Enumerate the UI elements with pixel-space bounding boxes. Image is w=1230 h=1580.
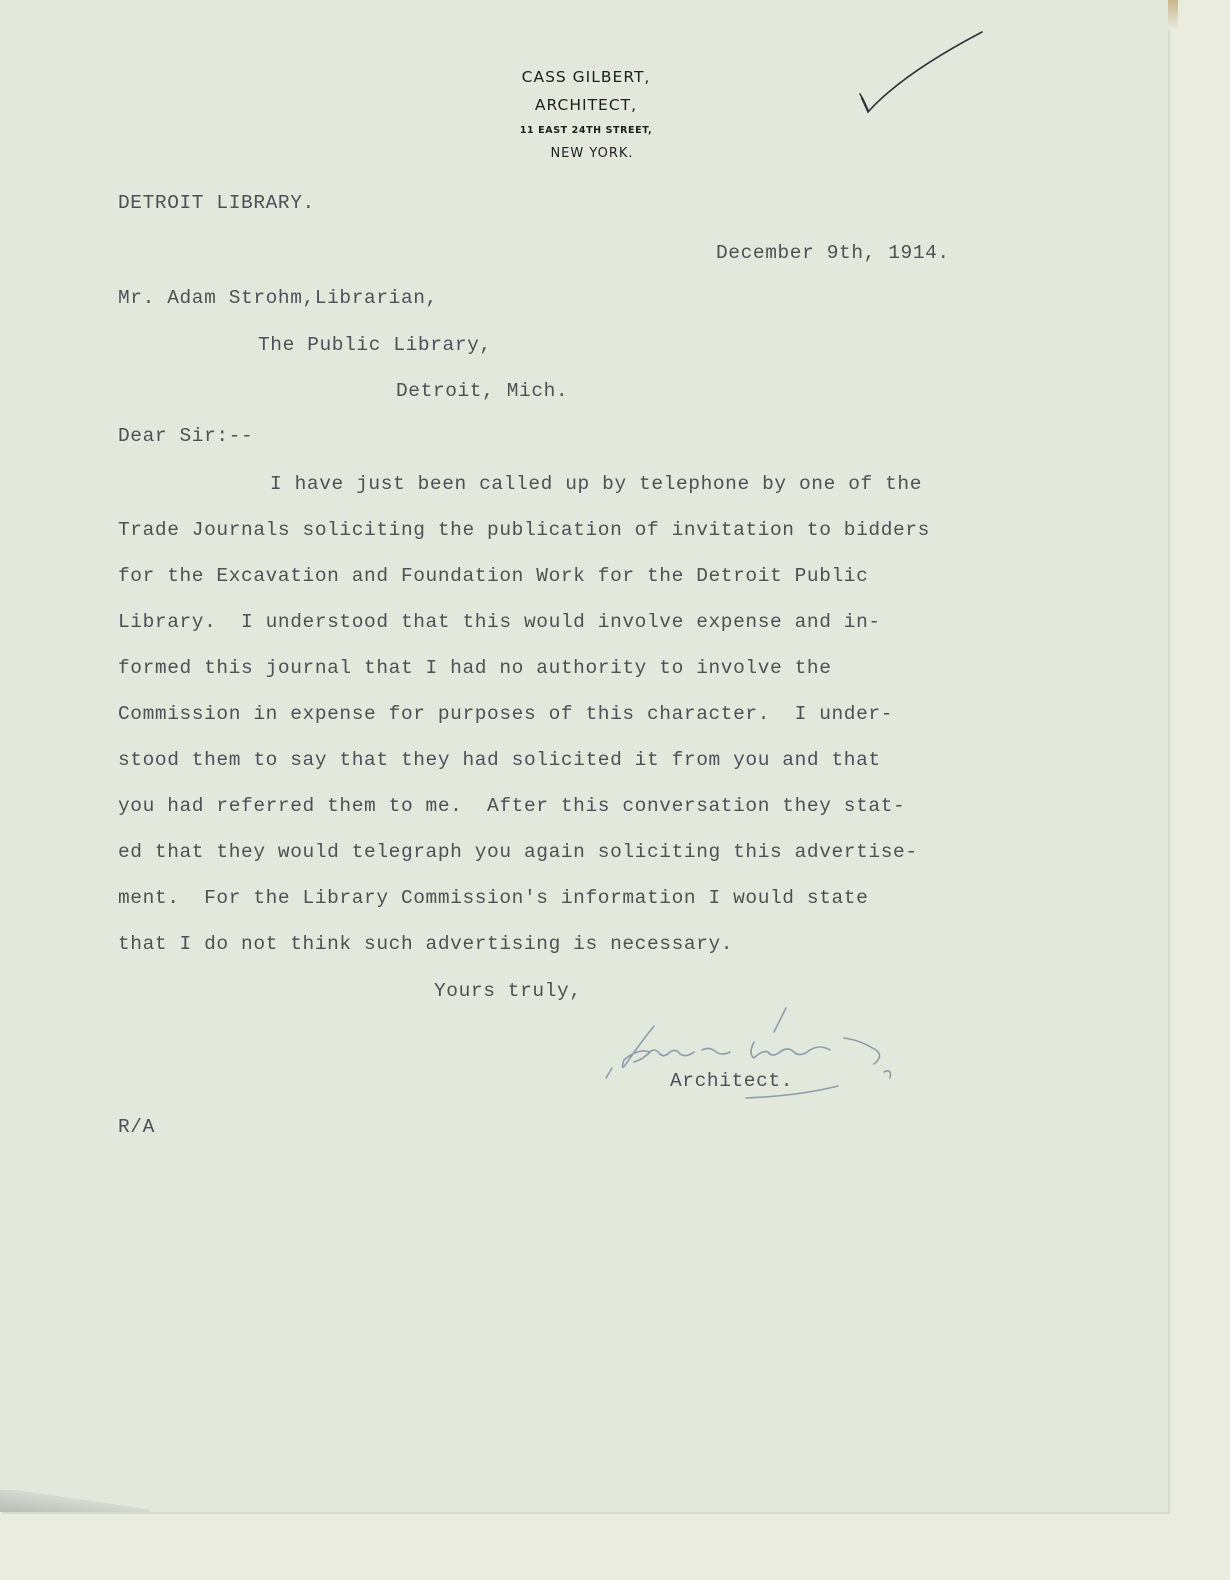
body-line: formed this journal that I had no authority to involve the (118, 657, 832, 679)
addressee-line-3: Detroit, Mich. (396, 380, 569, 402)
body-line: you had referred them to me. After this conversation they stat- (118, 795, 906, 817)
body-line: Commission in expense for purposes of this character. I under- (118, 703, 894, 725)
signature-title: Architect. (670, 1070, 794, 1092)
body-line: that I do not think such advertising is necessary. (118, 933, 734, 955)
body-line: ment. For the Library Commission's information I would state (118, 887, 869, 909)
letter-date: December 9th, 1914. (716, 242, 950, 264)
body-line: ed that they would telegraph you again soliciting this advertise- (118, 841, 918, 863)
addressee-line-1: Mr. Adam Strohm,Librarian, (118, 287, 438, 309)
salutation: Dear Sir:-- (118, 425, 254, 447)
body-line: Trade Journals soliciting the publication of invitation to bidders (118, 519, 930, 541)
closing: Yours truly, (434, 980, 582, 1002)
body-line: stood them to say that they had solicited it from you and that (118, 749, 881, 771)
handwritten-signature (598, 1002, 908, 1112)
checkmark-icon (852, 28, 992, 118)
body-line: for the Excavation and Foundation Work for the Detroit Public (118, 565, 869, 587)
body-line: I have just been called up by telephone by one of the (270, 473, 923, 495)
file-label: DETROIT LIBRARY. (118, 192, 315, 214)
addressee-line-2: The Public Library, (258, 334, 492, 356)
page-edge (1168, 0, 1178, 30)
typist-initials: R/A (118, 1116, 155, 1138)
page-corner-shadow (0, 1490, 150, 1512)
letterhead-title: ARCHITECT, (534, 96, 638, 114)
letterhead-street: 11 EAST 24TH STREET, (519, 125, 653, 136)
letterhead-city: NEW YORK. (550, 146, 634, 161)
body-line: Library. I understood that this would involve expense and in- (118, 611, 881, 633)
letterhead-name: CASS GILBERT, (521, 68, 651, 86)
